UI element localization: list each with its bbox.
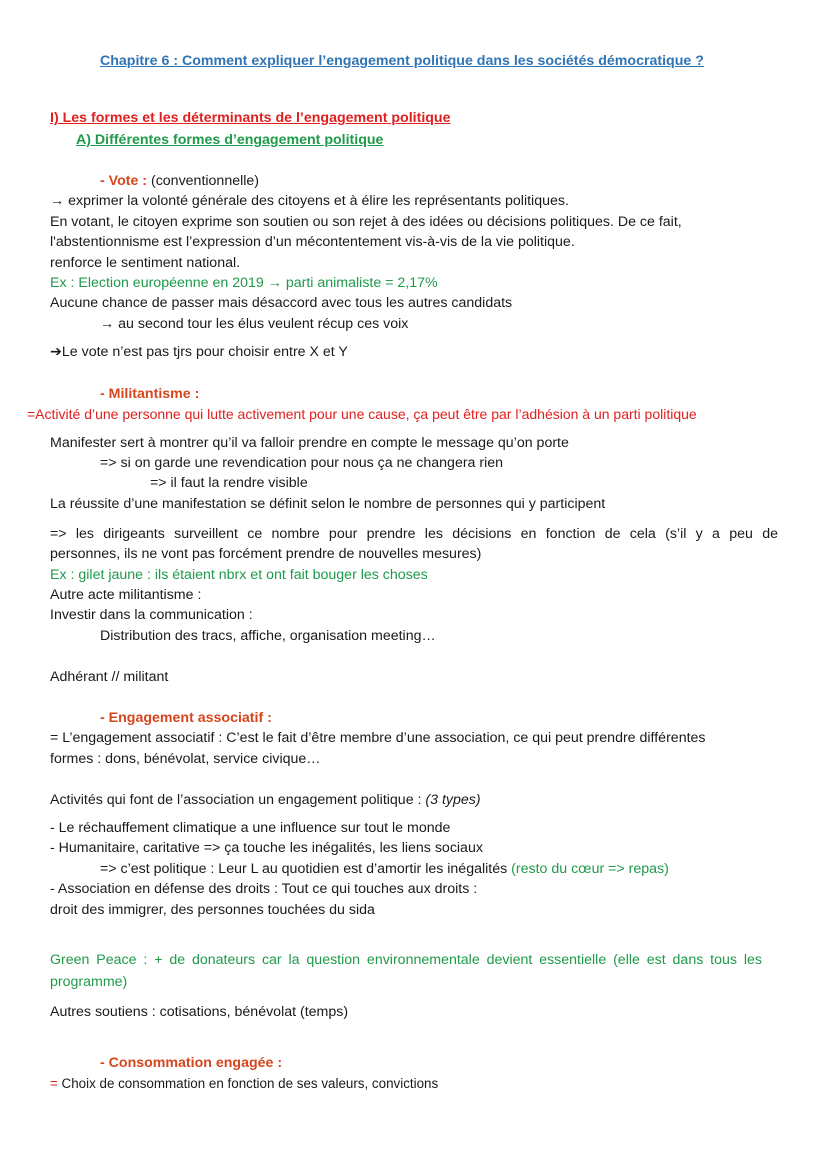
green-peace-line-1: Green Peace : + de donateurs car la question environnementale devient essentielle (elle est dans tous les <box>50 952 762 968</box>
associatif-line-1: = L’engagement associatif : C’est le fait d’être membre d’une association, ce qui peut prendre différentes <box>50 730 706 746</box>
militantisme-line-8: Distribution des tracs, affiche, organisation meeting… <box>100 628 436 644</box>
vote-conclusion: ➔Le vote n’est pas tjrs pour choisir entre X et Y <box>50 344 348 360</box>
vote-line-6: → au second tour les élus veulent récup ces voix <box>100 316 409 332</box>
vote-line-4: renforce le sentiment national. <box>50 255 241 271</box>
consommation-definition-line <box>50 1075 438 1093</box>
militantisme-line-2: => si on garde une revendication pour nous ça ne changera rien <box>100 455 504 471</box>
part-heading: I) Les formes et les déterminants de l’engagement politique <box>50 110 451 126</box>
militantisme-line-1: Manifester sert à montrer qu’il va falloir prendre en compte le message qu’on porte <box>50 435 569 451</box>
associatif-line-9: Autres soutiens : cotisations, bénévolat (temps) <box>50 1004 349 1020</box>
militantisme-example: Ex : gilet jaune : ils étaient nbrx et ont fait bouger les choses <box>50 567 428 583</box>
vote-line-2: En votant, le citoyen exprime son soutien ou son rejet à des idées ou décisions politiques. De ce fait, <box>50 214 682 230</box>
militantisme-line-9: Adhérant // militant <box>50 669 169 685</box>
vote-line-3: l'abstentionnisme est l’expression d’un mécontentement vis-à-vis de la vie politique. <box>50 234 575 250</box>
vote-heading-note: (conventionnelle) <box>147 173 260 189</box>
associatif-line-7: - Association en défense des droits : Tout ce qui touches aux droits : <box>50 881 478 897</box>
associatif-line-5: - Humanitaire, caritative => ça touche les inégalités, les liens sociaux <box>50 840 483 856</box>
associatif-line-8: droit des immigrer, des personnes touchées du sida <box>50 902 375 918</box>
associatif-line-4: - Le réchauffement climatique a une influence sur tout le monde <box>50 820 451 836</box>
associatif-line-6-note: (resto du cœur => repas) <box>511 861 669 877</box>
consommation-equals: = <box>50 1076 62 1091</box>
vote-example: Ex : Election européenne en 2019 → parti animaliste = 2,17% <box>50 275 438 291</box>
associatif-line-6 <box>100 860 669 878</box>
subsection-heading-text: A) Différentes formes d’engagement politique <box>76 132 384 148</box>
vote-heading: - Vote : <box>100 173 148 189</box>
consommation-definition: Choix de consommation en fonction de ses valeurs, convictions <box>61 1076 439 1091</box>
associatif-line-6-text: => c’est politique : Leur L au quotidien est d’amortir les inégalités <box>100 861 512 877</box>
subsection-heading <box>76 131 383 149</box>
consommation-heading: - Consommation engagée : <box>100 1055 283 1071</box>
associatif-line-2: formes : dons, bénévolat, service civique… <box>50 751 321 767</box>
associatif-line-3-text: Activités qui font de l’association un engagement politique : <box>50 792 426 808</box>
militantisme-heading: - Militantisme : <box>100 386 200 402</box>
militantisme-line-5a: => les dirigeants surveillent ce nombre pour prendre les décisions en fonction de cela (s’il y a peu de <box>50 526 778 542</box>
associatif-line-3-note: (3 types) <box>425 792 481 808</box>
vote-line-5: Aucune chance de passer mais désaccord avec tous les autres candidats <box>50 295 513 311</box>
vote-heading-line <box>100 172 259 190</box>
militantisme-line-5b: personnes, ils ne vont pas forcément prendre de nouvelles mesures) <box>50 546 482 562</box>
militantisme-line-3: => il faut la rendre visible <box>150 475 308 491</box>
vote-line-1: → exprimer la volonté générale des citoyens et à élire les représentants politiques. <box>50 193 569 209</box>
militantisme-line-4: La réussite d’une manifestation se définit selon le nombre de personnes qui y participent <box>50 496 606 512</box>
militantisme-line-6: Autre acte militantisme : <box>50 587 202 603</box>
militantisme-definition: =Activité d’une personne qui lutte activement pour une cause, ça peut être par l’adhésion à un parti politique <box>27 406 697 422</box>
militantisme-line-7: Investir dans la communication : <box>50 607 253 623</box>
associatif-heading: - Engagement associatif : <box>100 710 272 726</box>
green-peace-line-2: programme) <box>50 974 128 990</box>
page-title: Chapitre 6 : Comment expliquer l’engagement politique dans les sociétés démocratique ? <box>100 53 704 69</box>
associatif-line-3 <box>50 791 481 809</box>
